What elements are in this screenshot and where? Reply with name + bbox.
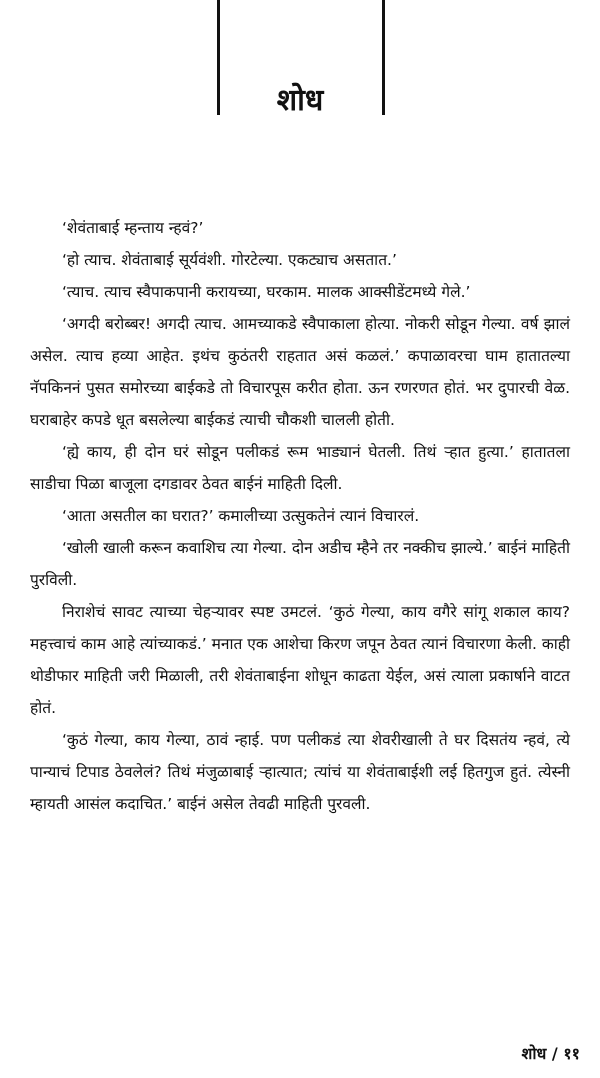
paragraph-2: ‘हो त्याच. शेवंताबाई सूर्यवंशी. गोरटेल्या. एकट्याच असतात.’ [62,251,397,269]
paragraph-4: ‘अगदी बरोब्बर! अगदी त्याच. आमच्याकडे स्वैपाकाला होत्या. नोकरी सोडून गेल्या. वर्ष झालं असेल. त्याच हव्या आहेत. इथंच कुठंतरी राहतात असं कळलं.’ कपाळावरचा घाम हातातल्या नॅपकिननं पुसत समोरच्या बाईकडे तो विचारपूस करीत होता. ऊन रणरणत होतं. भर दुपारची वेळ. घराबाहेर कपडे धूत बसलेल्या बाईकडं त्याची चौकशी चालली होती. [30,315,570,429]
paragraph-7: ‘खोली खाली करून कवाशिच त्या गेल्या. दोन अडीच म्हैने तर नक्कीच झाल्ये.’ बाईनं माहिती पुरविली. [30,539,570,589]
page-footer: शोध / ११ [521,1044,580,1063]
paragraph-5: ‘ह्ये काय, ही दोन घरं सोडून पलीकडं रूम भाड्यानं घेतली. तिथं ऱ्हात हुत्या.’ हातातला साडीचा पिळा बाजूला दगडावर ठेवत बाईनं माहिती दिली. [30,443,570,493]
paragraph-1: ‘शेवंताबाई म्हन्ताय न्हवं?’ [62,219,204,237]
paragraph-3: ‘त्याच. त्याच स्वैपाकपानी करायच्या, घरकाम. मालक आक्सीडेंटमध्ये गेले.’ [62,283,471,301]
chapter-title: शोध [276,83,324,118]
paragraph-8: निराशेचं सावट त्याच्या चेहऱ्यावर स्पष्ट उमटलं. ‘कुठं गेल्या, काय वगैरे सांगू शकाल काय? महत्त्वाचं काम आहे त्यांच्याकडं.’ मनात एक आशेचा किरण जपून ठेवत त्यानं विचारणा केली. काही थोडीफार माहिती जरी मिळाली, तरी शेवंताबाईना शोधून काढता येईल, असं त्याला प्रकार्षाने वाटत होतं. [30,603,570,717]
body-text [30,212,570,820]
right-vertical-rule [382,0,385,115]
paragraph-6: ‘आता असतील का घरात?’ कमालीच्या उत्सुकतेनं त्यानं विचारलं. [62,507,420,525]
paragraph-9: ‘कुठं गेल्या, काय गेल्या, ठावं न्हाई. पण पलीकडं त्या शेवरीखाली ते घर दिसतंय न्हवं, त्ये पान्याचं टिपाड ठेवलेलं? तिथं मंजुळाबाई ऱ्हात्यात; त्यांचं या शेवंताबाईशी लई हितगुज हुतं. त्येस्नी म्हायती आसंल कदाचित.’ बाईनं असेल तेवढी माहिती पुरवली. [30,731,570,813]
